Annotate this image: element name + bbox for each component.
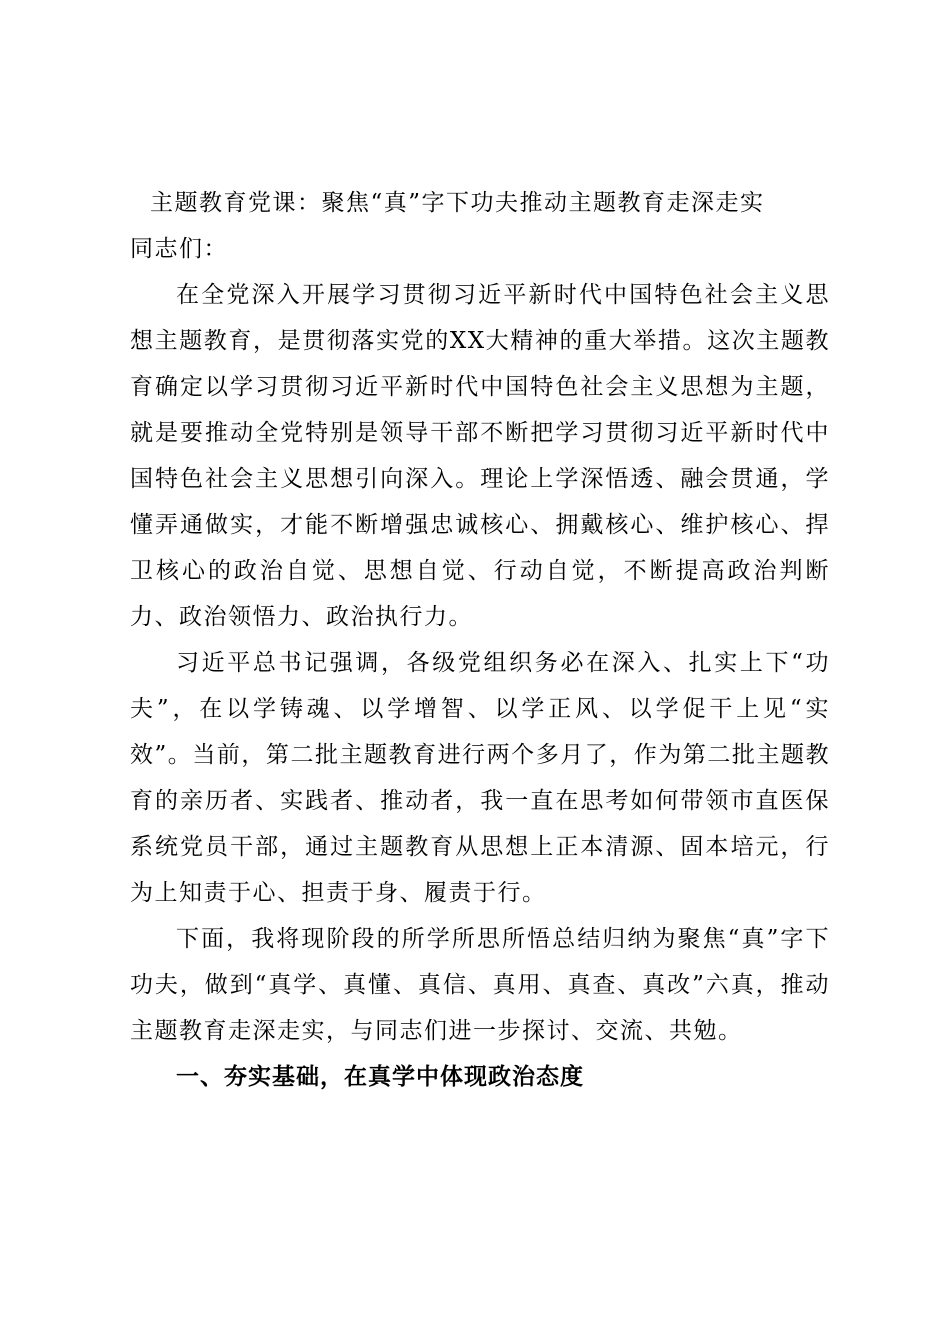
paragraph-1: 在全党深入开展学习贯彻习近平新时代中国特色社会主义思想主题教育，是贯彻落实党的XX大精神的重大举措。这次主题教育确定以学习贯彻习近平新时代中国特色社会主义思想为主题，就是要推动全党特别是领导干部不断把学习贯彻习近平新时代中国特色社会主义思想引向深入。理论上学深悟透、融会贯通，学懂弄通做实，才能不断增强忠诚核心、拥戴核心、维护核心、捍卫核心的政治自觉、思想自觉、行动自觉，不断提高政治判断力、政治领悟力、政治执行力。 [130,282,830,630]
document-title: 主题教育党课：聚焦“真”字下功夫推动主题教育走深走实 [150,190,765,216]
document-body [130,180,835,1100]
section-heading: 一、夯实基础，在真学中体现政治态度 [176,1064,584,1090]
paragraph-3: 下面，我将现阶段的所学所思所悟总结归纳为聚焦“真”字下功夫，做到“真学、真懂、真信、真用、真查、真改”六真，推动主题教育走深走实，与同志们进一步探讨、交流、共勉。 [130,926,830,1044]
salutation: 同志们： [130,236,228,262]
paragraph-2: 习近平总书记强调，各级党组织务必在深入、扎实上下“功夫”，在以学铸魂、以学增智、以学正风、以学促干上见“实效”。当前，第二批主题教育进行两个多月了，作为第二批主题教育的亲历者、实践者、推动者，我一直在思考如何带领市直医保系统党员干部，通过主题教育从思想上正本清源、固本培元，行为上知责于心、担责于身、履责于行。 [130,650,830,906]
